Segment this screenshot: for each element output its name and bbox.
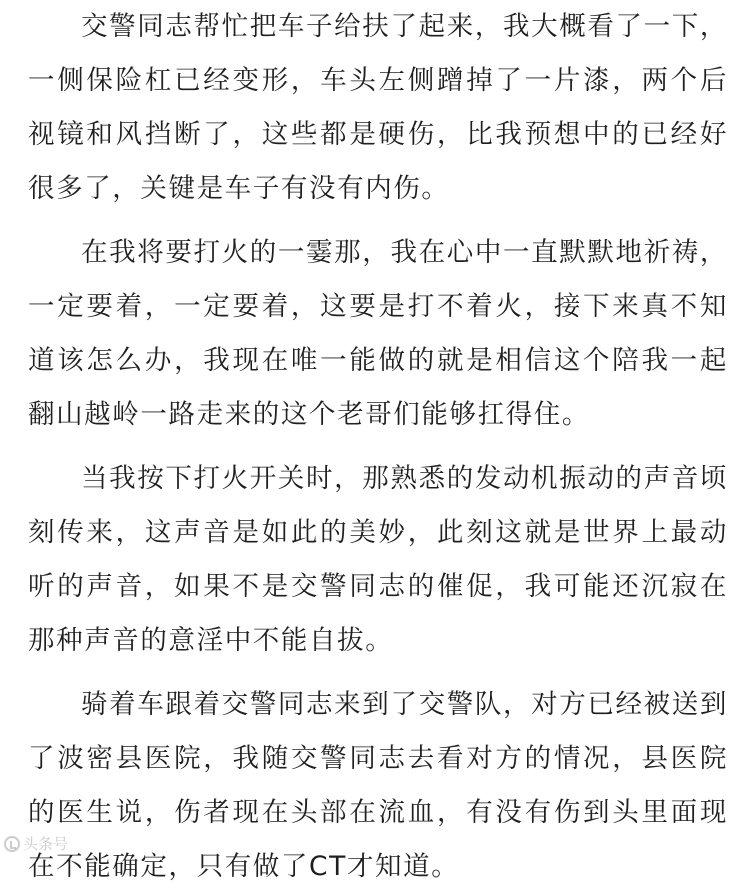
paragraph-1: 交警同志帮忙把车子给扶了起来，我大概看了一下，一侧保险杠已经变形，车头左侧蹭掉了一片漆，两个后视镜和风挡断了，这些都是硬伤，比我预想中的已经好很多了，关键是车子有没有内伤。 xyxy=(28,11,728,204)
article-body xyxy=(28,0,728,894)
watermark-text: 头条号 xyxy=(23,835,69,853)
paragraph-4: 骑着车跟着交警同志来到了交警队，对方已经被送到了波密县医院，我随交警同志去看对方的情况，县医院的医生说，伤者现在头部在流血，有没有伤到头里面现在不能确定，只有做了CT才知道。 xyxy=(28,689,728,882)
watermark-logo-icon xyxy=(4,836,20,852)
paragraph-2: 在我将要打火的一霎那，我在心中一直默默地祈祷，一定要着，一定要着，这要是打不着火，接下来真不知道该怎么办，我现在唯一能做的就是相信这个陪我一起翻山越岭一路走来的这个老哥们能够扛得住。 xyxy=(28,237,728,430)
paragraph-3: 当我按下打火开关时，那熟悉的发动机振动的声音顷刻传来，这声音是如此的美妙，此刻这就是世界上最动听的声音，如果不是交警同志的催促，我可能还沉寂在那种声音的意淫中不能自拔。 xyxy=(28,463,728,656)
watermark xyxy=(4,833,68,854)
